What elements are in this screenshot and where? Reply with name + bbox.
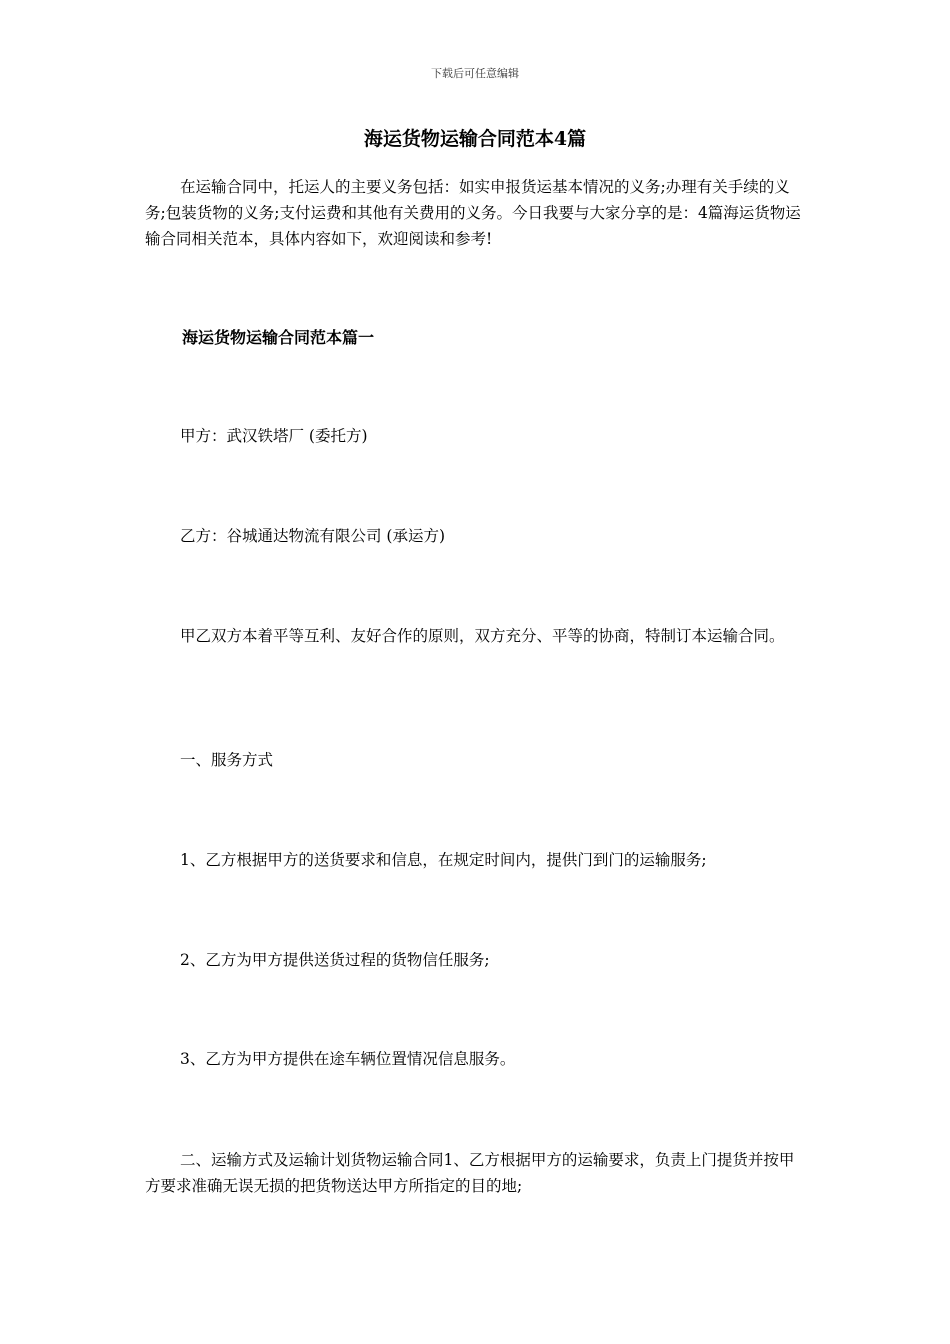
clause-1-item: 2、乙方为甲方提供送货过程的货物信任服务; (180, 951, 490, 969)
party-b-line: 乙方：谷城通达物流有限公司 (承运方) (180, 527, 446, 545)
clause-2-paragraph: 二、运输方式及运输计划货物运输合同1、乙方根据甲方的运输要求，负责上门提货并按甲方要求准确无误无损的把货物送达甲方所指定的目的地; (145, 1151, 795, 1195)
intro-paragraph: 在运输合同中，托运人的主要义务包括：如实申报货运基本情况的义务;办理有关手续的义务;包装货物的义务;支付运费和其他有关费用的义务。今日我要与大家分享的是：4篇海运货物运输合同相关范本，具体内容如下，欢迎阅读和参考! (145, 178, 801, 248)
clause-1-heading: 一、服务方式 (180, 751, 274, 769)
header-note: 下载后可任意编辑 (431, 67, 519, 80)
party-a-line: 甲方：武汉铁塔厂 (委托方) (180, 427, 368, 445)
document-title: 海运货物运输合同范本4篇 (363, 128, 587, 150)
clause-1-item: 1、乙方根据甲方的送货要求和信息，在规定时间内，提供门到门的运输服务; (180, 851, 707, 869)
section-title: 海运货物运输合同范本篇一 (182, 328, 375, 347)
clause-1-item: 3、乙方为甲方提供在途车辆位置情况信息服务。 (180, 1050, 516, 1068)
agreement-paragraph: 甲乙双方本着平等互利、友好合作的原则，双方充分、平等的协商，特制订本运输合同。 (180, 627, 785, 645)
